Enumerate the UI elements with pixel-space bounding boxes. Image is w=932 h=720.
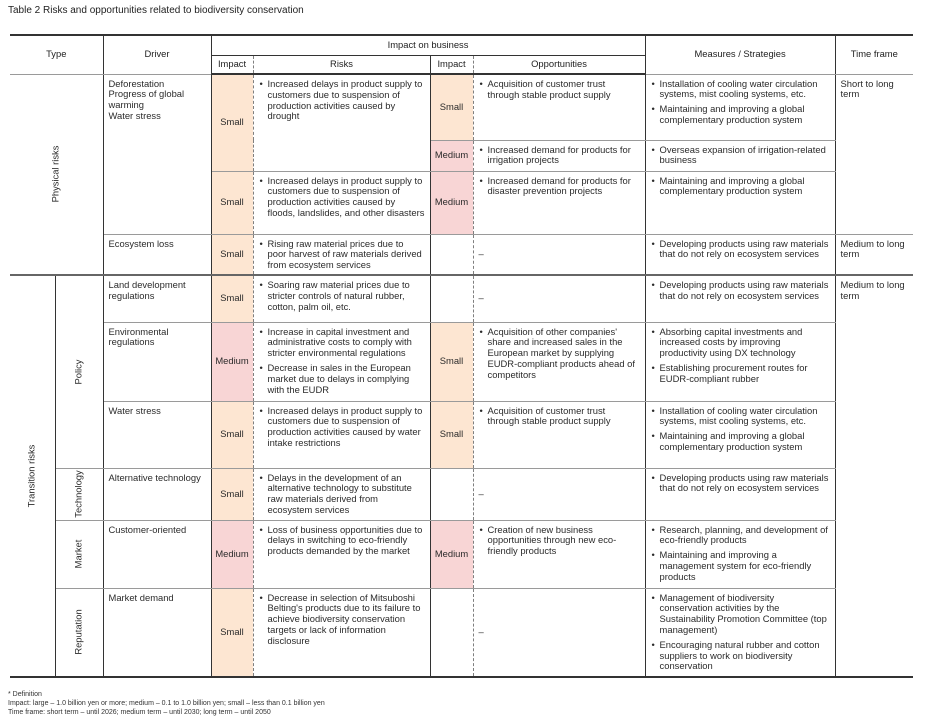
risk-impact-badge: Medium (211, 520, 253, 588)
header-opportunity-impact: Impact (430, 55, 473, 74)
risks-cell (253, 322, 430, 401)
table-row (10, 275, 913, 322)
header-time-frame: Time frame (835, 35, 913, 74)
opportunity-impact-empty (430, 468, 473, 520)
table-row (10, 520, 913, 588)
header-opportunities: Opportunities (473, 55, 645, 74)
table-caption: Table 2 Risks and opportunities related to biodiversity conservation (8, 5, 304, 16)
opportunity-impact-badge: Medium (430, 520, 473, 588)
subtype-label-market: Market (72, 539, 84, 569)
risk-impact-badge: Small (211, 275, 253, 322)
risks-cell (253, 74, 430, 171)
opportunities-dash: – (473, 468, 645, 520)
subtype-label-policy: Policy (72, 359, 84, 385)
risk-item: • Decrease in selection of Mitsuboshi Belting's products due to its failure to achieve biodiversity conservation targets or lack of information disclosure (259, 593, 425, 647)
opportunity-item: • Acquisition of customer trust through stable product supply (479, 406, 640, 428)
driver-cell: Land development regulations (103, 275, 211, 322)
opportunity-item: • Acquisition of customer trust through stable product supply (479, 79, 640, 101)
risk-item: • Increased delays in product supply to customers due to suspension of production activities caused by drought (259, 79, 425, 122)
header-risk-impact: Impact (211, 55, 253, 74)
risk-item: • Increased delays in product supply to customers due to suspension of production activities caused by floods, landslides, and other disasters (259, 176, 425, 219)
opportunity-item: • Creation of new business opportunities through new eco-friendly products (479, 525, 640, 557)
risks-cell (253, 401, 430, 468)
risks-cell (253, 171, 430, 234)
header-measures: Measures / Strategies (645, 35, 835, 74)
opportunities-cell (473, 322, 645, 401)
opportunity-impact-empty (430, 275, 473, 322)
measures-cell (645, 588, 835, 677)
table-row (10, 322, 913, 401)
measures-cell (645, 520, 835, 588)
type-physical-risks (10, 74, 103, 275)
measure-item: • Developing products using raw materials that do not rely on ecosystem services (651, 280, 830, 302)
opportunity-impact-badge: Small (430, 401, 473, 468)
measure-item: • Overseas expansion of irrigation-related business (651, 145, 830, 167)
opportunities-cell (473, 171, 645, 234)
table-row (10, 401, 913, 468)
time-frame-cell: Medium to long term (835, 275, 913, 677)
footnote-impact: Impact: large – 1.0 billion yen or more; medium – 0.1 to 1.0 billion yen; small – less than 0.1 billion yen (8, 700, 325, 707)
driver-cell: Ecosystem loss (103, 234, 211, 275)
measures-cell (645, 401, 835, 468)
opportunity-impact-badge: Small (430, 74, 473, 140)
driver-cell: Customer-oriented (103, 520, 211, 588)
opportunities-cell (473, 74, 645, 140)
driver-cell: Deforestation Progress of global warming Water stress (103, 74, 211, 234)
measure-item: • Research, planning, and development of eco-friendly products (651, 525, 830, 547)
table-row (10, 74, 913, 140)
driver-cell: Market demand (103, 588, 211, 677)
opportunities-cell (473, 401, 645, 468)
risk-item: • Decrease in sales in the European market due to delays in complying with the EUDR (259, 363, 425, 395)
risk-item: • Increased delays in product supply to customers due to suspension of production activities caused by water intake restrictions (259, 406, 425, 449)
risks-cell (253, 468, 430, 520)
risks-cell (253, 520, 430, 588)
measure-item: • Installation of cooling water circulation systems, mist cooling systems, etc. (651, 406, 830, 428)
measure-item: • Developing products using raw materials that do not rely on ecosystem services (651, 239, 830, 261)
risk-impact-badge: Small (211, 468, 253, 520)
footnote-time-frame: Time frame: short term – until 2026; medium term – until 2030; long term – until 2050 (8, 709, 271, 716)
risk-impact-badge: Small (211, 401, 253, 468)
opportunities-dash: – (473, 234, 645, 275)
measure-item: • Maintaining and improving a global complementary production system (651, 176, 830, 198)
opportunities-cell (473, 140, 645, 171)
subtype-label-technology: Technology (72, 470, 84, 518)
measures-cell (645, 234, 835, 275)
opportunity-item: • Acquisition of other companies' share and increased sales in the European market by supplying EUDR-compliant products ahead of competitors (479, 327, 640, 381)
opportunity-impact-badge: Medium (430, 171, 473, 234)
footnotes (8, 690, 325, 717)
opportunity-impact-empty (430, 234, 473, 275)
time-frame-cell: Medium to long term (835, 234, 913, 275)
risk-item: • Increase in capital investment and administrative costs to comply with stricter environmental regulations (259, 327, 425, 359)
table-row (10, 234, 913, 275)
opportunity-item: • Increased demand for products for irrigation projects (479, 145, 640, 167)
measures-cell (645, 275, 835, 322)
opportunity-impact-empty (430, 588, 473, 677)
driver-cell: Environmental regulations (103, 322, 211, 401)
risk-impact-badge: Medium (211, 322, 253, 401)
measures-cell (645, 171, 835, 234)
measures-cell (645, 322, 835, 401)
header-impact-on-business: Impact on business (211, 35, 645, 55)
header-type: Type (10, 35, 103, 74)
measures-cell (645, 468, 835, 520)
measures-cell (645, 140, 835, 171)
risk-impact-badge: Small (211, 74, 253, 171)
header-risks: Risks (253, 55, 430, 74)
risks-cell (253, 275, 430, 322)
table-row (10, 468, 913, 520)
subtype-technology (55, 468, 103, 520)
opportunity-item: • Increased demand for products for disaster prevention projects (479, 176, 640, 198)
table-row (10, 588, 913, 677)
measure-item: • Management of biodiversity conservation activities by the Sustainability Promotion Committee (top management) (651, 593, 830, 636)
risks-opportunities-table (10, 34, 913, 678)
measure-item: • Maintaining and improving a global complementary production system (651, 104, 830, 126)
opportunities-dash: – (473, 588, 645, 677)
risk-impact-badge: Small (211, 588, 253, 677)
driver-cell: Water stress (103, 401, 211, 468)
risk-impact-badge: Small (211, 234, 253, 275)
opportunities-cell (473, 520, 645, 588)
opportunities-dash: – (473, 275, 645, 322)
risks-cell (253, 234, 430, 275)
type-label-physical: Physical risks (49, 145, 61, 203)
risk-item: • Rising raw material prices due to poor harvest of raw materials derived from ecosystem services (259, 239, 425, 271)
subtype-policy (55, 275, 103, 468)
header-driver: Driver (103, 35, 211, 74)
time-frame-cell: Short to long term (835, 74, 913, 234)
risk-item: • Loss of business opportunities due to delays in switching to eco-friendly products demanded by the market (259, 525, 425, 557)
type-transition-risks (10, 275, 55, 677)
subtype-market (55, 520, 103, 588)
measure-item: • Developing products using raw materials that do not rely on ecosystem services (651, 473, 830, 495)
measures-cell (645, 74, 835, 140)
measure-item: • Installation of cooling water circulation systems, mist cooling systems, etc. (651, 79, 830, 101)
measure-item: • Encouraging natural rubber and cotton suppliers to work on biodiversity conservation (651, 640, 830, 672)
subtype-reputation (55, 588, 103, 677)
type-label-transition: Transition risks (25, 444, 37, 508)
measure-item: • Maintaining and improving a management system for eco-friendly products (651, 550, 830, 582)
footnote-definition: * Definition (8, 691, 42, 698)
risks-cell (253, 588, 430, 677)
measure-item: • Maintaining and improving a global complementary production system (651, 431, 830, 453)
measure-item: • Establishing procurement routes for EUDR-compliant rubber (651, 363, 830, 385)
opportunity-impact-badge: Small (430, 322, 473, 401)
subtype-label-reputation: Reputation (72, 609, 84, 655)
opportunity-impact-badge: Medium (430, 140, 473, 171)
risk-item: • Delays in the development of an alternative technology to substitute raw materials derived from ecosystem services (259, 473, 425, 516)
measure-item: • Absorbing capital investments and increased costs by improving productivity using DX technology (651, 327, 830, 359)
risk-impact-badge: Small (211, 171, 253, 234)
risk-item: • Soaring raw material prices due to stricter controls of natural rubber, cotton, palm oil, etc. (259, 280, 425, 312)
driver-cell: Alternative technology (103, 468, 211, 520)
